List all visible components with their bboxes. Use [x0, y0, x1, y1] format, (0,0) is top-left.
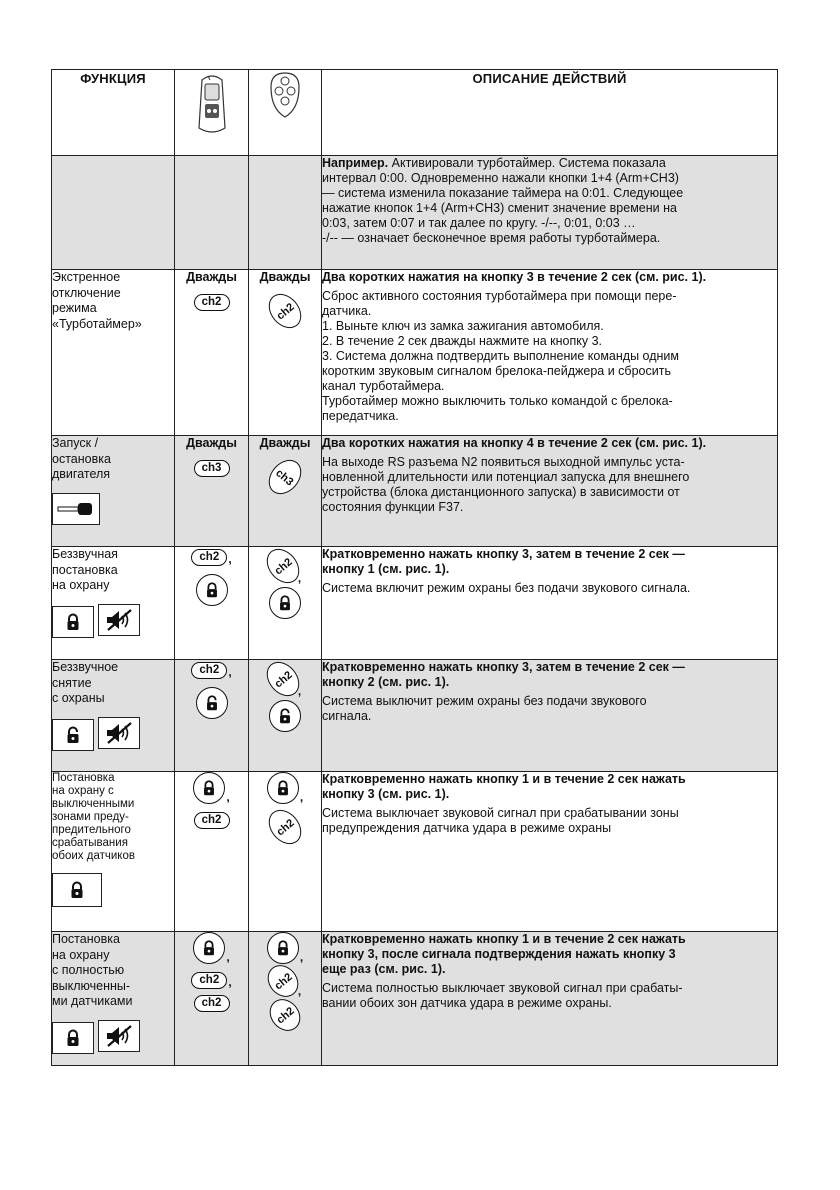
unlock-button-icon: [269, 700, 301, 732]
button-label: ch2: [272, 556, 295, 578]
remote2-cell: [249, 772, 322, 932]
example-cell: [322, 156, 778, 270]
pager-remote-icon: [193, 70, 231, 136]
description-cell: [322, 660, 778, 772]
header-remote2-cell: [249, 70, 322, 156]
description-title: [322, 772, 777, 802]
lock-button-icon: [193, 772, 225, 804]
description-line: новленной длительности или потенциал запуска для внешнего: [322, 470, 690, 484]
twice-label: Дважды: [259, 436, 311, 450]
ch2-button-icon: ch2: [191, 972, 227, 989]
remote1-cell: [175, 436, 249, 547]
lock-button-icon: [193, 932, 225, 964]
description-line: канал турботаймера.: [322, 379, 445, 393]
remote2-cell: [249, 660, 322, 772]
button-label: ch2: [272, 971, 295, 993]
lock-button-icon: [196, 574, 228, 606]
function-line: с полностью: [52, 963, 125, 977]
description-title: [322, 660, 777, 690]
lock-open-icon: [52, 719, 94, 751]
button-label: ch2: [274, 817, 297, 839]
comma: ,: [297, 571, 302, 585]
table-row: [52, 547, 778, 660]
button-label: ch2: [274, 1005, 297, 1027]
table-row: [52, 270, 778, 436]
title-line: Кратковременно нажать кнопку 3, затем в течение 2 сек —: [322, 660, 685, 674]
comma: ,: [228, 975, 232, 989]
title-line: кнопку 1 (см. рис. 1).: [322, 562, 450, 576]
title-line: Кратковременно нажать кнопку 1 и в течение 2 сек нажать: [322, 772, 686, 786]
description-cell: [322, 932, 778, 1066]
function-line: режима: [52, 301, 97, 315]
function-line: обоих датчиков: [52, 850, 135, 862]
comma: ,: [228, 552, 232, 566]
function-line: на охрану: [52, 578, 110, 592]
button-label: ch2: [272, 669, 295, 691]
description-line: состояния функции F37.: [322, 500, 464, 514]
function-line: «Турботаймер»: [52, 316, 142, 331]
description-title: Два коротких нажатия на кнопку 3 в течение 2 сек (см. рис. 1).: [322, 270, 707, 284]
function-line: ми датчиками: [52, 994, 133, 1008]
ch2-button-icon: ch2: [191, 549, 227, 566]
description-line: предупреждения датчика удара в режиме охраны: [322, 821, 612, 835]
ch2-oval-button-icon: [262, 803, 308, 850]
remote2-cell: [249, 270, 322, 436]
table-row: [52, 436, 778, 547]
button-label: ch2: [274, 301, 297, 323]
mute-icon: [98, 717, 140, 749]
title-line: Кратковременно нажать кнопку 3, затем в течение 2 сек —: [322, 547, 685, 561]
description-cell: [322, 436, 778, 547]
comma: ,: [226, 790, 230, 804]
description-title: [322, 547, 777, 577]
function-line: зонами преду-: [52, 811, 129, 823]
table-row: [52, 660, 778, 772]
description-line: вании обоих зон датчика удара в режиме охраны.: [322, 996, 612, 1010]
description-line: Система выключает звуковой сигнал при срабатывании зоны: [322, 806, 679, 820]
button-label: ch3: [273, 467, 296, 489]
example-label: Например.: [322, 156, 389, 170]
lock-closed-icon: [52, 1022, 94, 1054]
comma: ,: [226, 950, 230, 964]
header-function: ФУНКЦИЯ: [80, 71, 146, 86]
function-line: Постановка: [52, 932, 120, 946]
ch2-button-icon: ch2: [191, 662, 227, 679]
ch3-oval-button-icon: [262, 453, 308, 500]
table-row: [52, 772, 778, 932]
twice-label: Дважды: [186, 436, 237, 450]
description-cell: [322, 547, 778, 660]
description-line: Система полностью выключает звуковой сигнал при срабаты-: [322, 981, 683, 995]
function-line: Экстренное: [52, 270, 121, 284]
twice-label: Дважды: [259, 270, 311, 284]
description-line: устройства (блока дистанционного запуска) в зависимости от: [322, 485, 680, 499]
remote1-cell: [175, 547, 249, 660]
four-button-remote-icon: [267, 70, 303, 120]
example-line: -/-- — означает бесконечное время работы турботаймера.: [322, 231, 661, 245]
function-line: Беззвучное: [52, 660, 119, 674]
function-line: Постановка: [52, 772, 115, 784]
description-line: 1. Выньте ключ из замка зажигания автомобиля.: [322, 319, 604, 333]
lock-closed-icon: [52, 606, 94, 638]
function-cell: [52, 660, 175, 772]
title-line: кнопку 2 (см. рис. 1).: [322, 675, 450, 689]
ch2-oval-button-icon: [263, 993, 306, 1037]
function-line: на охрану: [52, 947, 110, 962]
ch2-button-icon: ch2: [194, 294, 230, 311]
description-line: передатчика.: [322, 409, 399, 423]
unlock-button-icon: [196, 687, 228, 719]
example-row: [52, 156, 778, 270]
function-line: выключенными: [52, 798, 135, 810]
mute-icon: [98, 1020, 140, 1052]
function-cell: [52, 270, 175, 436]
description-title: [322, 932, 777, 977]
description-line: коротким звуковым сигналом брелока-пейджера и сбросить: [322, 364, 671, 378]
key-icon: [52, 493, 100, 525]
header-description-cell: [322, 70, 778, 156]
remote1-cell: [175, 932, 249, 1066]
description-line: Система выключит режим охраны без подачи звукового: [322, 694, 647, 708]
ch2-button-icon: ch2: [194, 995, 230, 1012]
title-line: Кратковременно нажать кнопку 1 и в течение 2 сек нажать: [322, 932, 686, 946]
lock-button-icon: [267, 932, 299, 964]
comma: ,: [297, 684, 302, 698]
twice-label: Дважды: [186, 270, 237, 284]
description-line: На выходе RS разъема N2 появиться выходной импульс уста-: [322, 455, 685, 469]
function-line: Запуск /: [52, 436, 99, 450]
functions-table: [51, 69, 778, 1066]
function-line: выключенны-: [52, 978, 131, 993]
header-description: ОПИСАНИЕ ДЕЙСТВИЙ: [472, 71, 627, 86]
lock-closed-icon: [52, 873, 102, 907]
remote1-cell: [175, 270, 249, 436]
table-row: [52, 932, 778, 1066]
table-header-row: [52, 70, 778, 156]
description-line: Сброс активного состояния турботаймера при помощи пере-: [322, 289, 677, 303]
function-line: постановка: [52, 562, 118, 577]
function-cell: [52, 436, 175, 547]
lock-button-icon: [267, 772, 299, 804]
function-cell: [52, 772, 175, 932]
function-line: отключение: [52, 285, 121, 300]
function-cell: [52, 932, 175, 1066]
lock-button-icon: [269, 587, 301, 619]
description-line: датчика.: [322, 304, 372, 318]
remote2-cell: [249, 932, 322, 1066]
function-line: снятие: [52, 675, 92, 690]
example-line: интервал 0:00. Одновременно нажали кнопки 1+4 (Arm+CH3): [322, 171, 679, 185]
remote2-cell: [249, 547, 322, 660]
comma: ,: [228, 665, 232, 679]
function-line: Беззвучная: [52, 547, 118, 561]
function-line: на охрану с: [52, 785, 114, 797]
remote1-cell: [175, 660, 249, 772]
description-line: 3. Система должна подтвердить выполнение команды одним: [322, 349, 679, 363]
ch2-button-icon: ch2: [194, 812, 230, 829]
description-line: Система включит режим охраны без подачи звукового сигнала.: [322, 581, 691, 595]
description-cell: [322, 270, 778, 436]
function-line: предительного: [52, 824, 131, 836]
ch2-oval-button-icon: [262, 287, 308, 334]
example-text: Активировали турботаймер. Система показала: [391, 156, 666, 170]
comma: ,: [299, 950, 304, 964]
example-line: 0:03, затем 0:07 и так далее по кругу. -/--, 0:01, 0:03 …: [322, 216, 636, 230]
example-line: нажатие кнопок 1+4 (Arm+CH3) сменит значение времени на: [322, 201, 677, 215]
description-title: Два коротких нажатия на кнопку 4 в течение 2 сек (см. рис. 1).: [322, 436, 707, 450]
title-line: еще раз (см. рис. 1).: [322, 962, 446, 976]
header-function-cell: [52, 70, 175, 156]
description-line: 2. В течение 2 сек дважды нажмите на кнопку 3.: [322, 334, 603, 348]
ch3-button-icon: ch3: [194, 460, 230, 477]
comma: ,: [297, 984, 302, 998]
example-line: — система изменила показание таймера на 0:01. Следующее: [322, 186, 684, 200]
function-line: остановка: [52, 451, 111, 466]
function-line: срабатывания: [52, 837, 128, 849]
function-cell: [52, 547, 175, 660]
remote2-cell: [249, 436, 322, 547]
comma: ,: [299, 790, 304, 804]
header-remote1-cell: [175, 70, 249, 156]
function-line: двигателя: [52, 467, 111, 481]
function-line: с охраны: [52, 691, 105, 705]
description-cell: [322, 772, 778, 932]
remote1-cell: [175, 772, 249, 932]
title-line: кнопку 3, после сигнала подтверждения нажать кнопку 3: [322, 947, 676, 961]
mute-icon: [98, 604, 140, 636]
title-line: кнопку 3 (см. рис. 1).: [322, 787, 450, 801]
description-line: Турботаймер можно выключить только командой с брелока-: [322, 394, 673, 408]
description-line: сигнала.: [322, 709, 372, 723]
